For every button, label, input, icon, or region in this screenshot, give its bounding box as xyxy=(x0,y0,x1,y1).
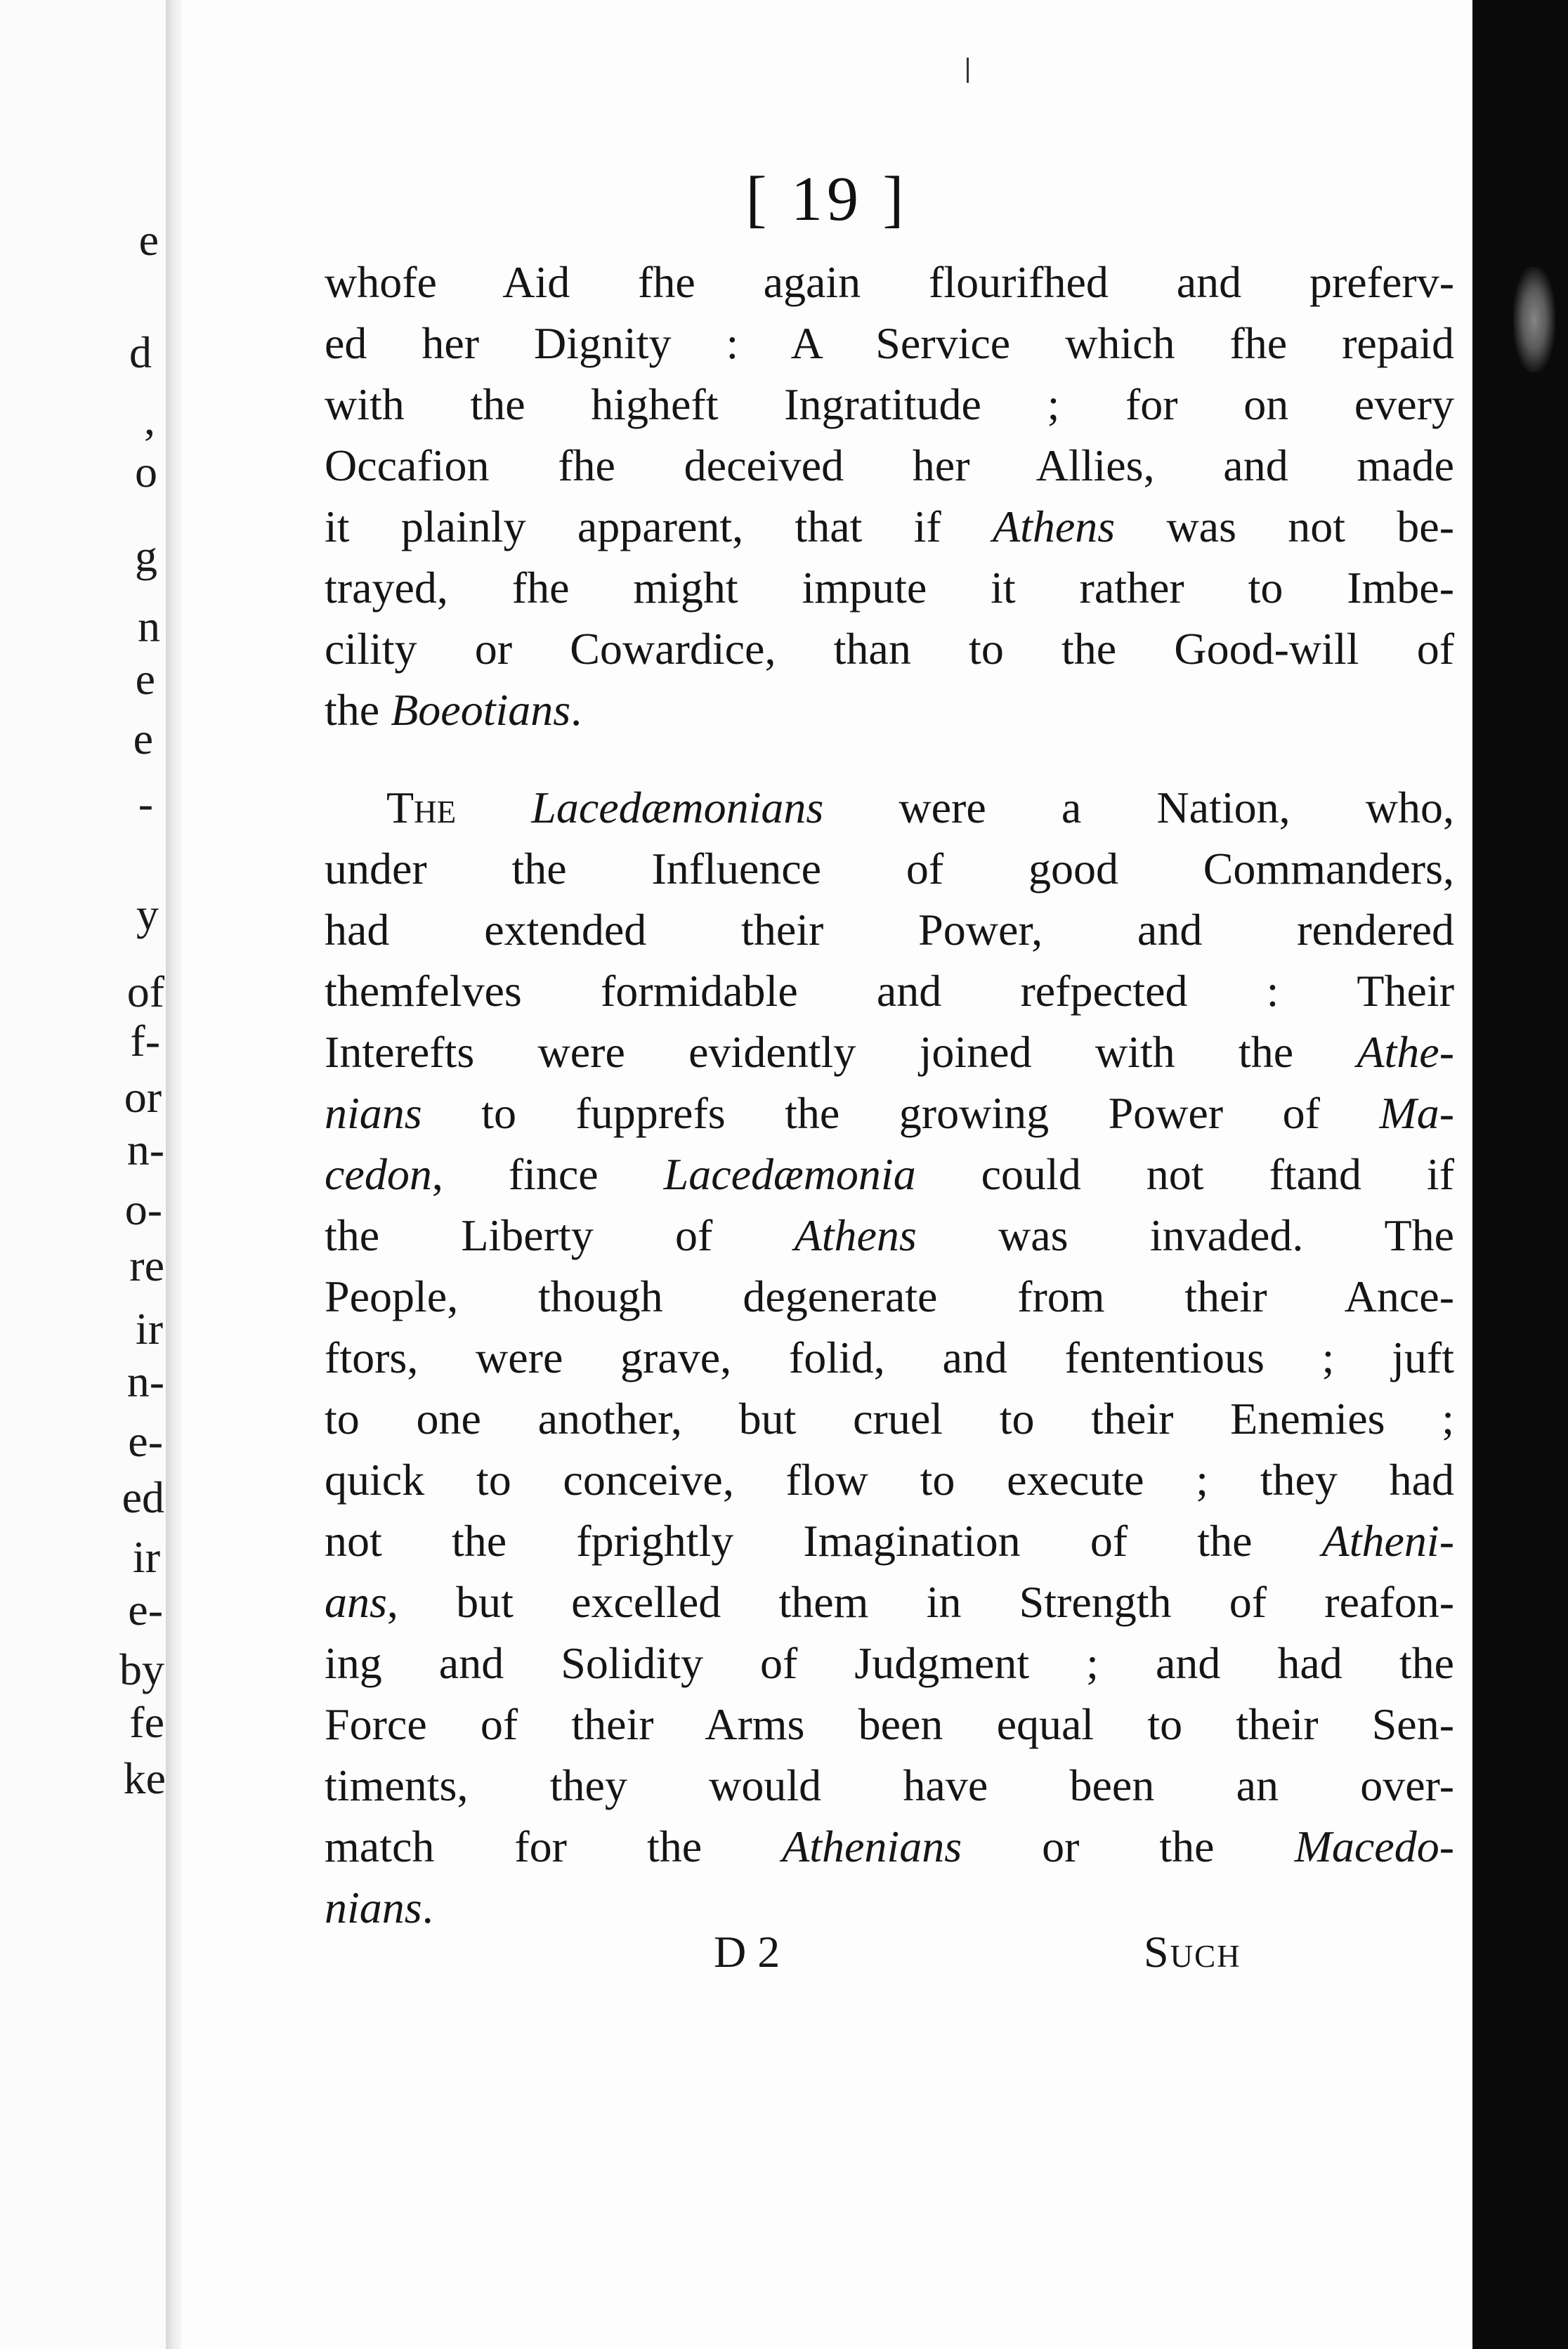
text-line xyxy=(325,1021,1454,1082)
text-run: cility or Cowardice, than to the Good-will of xyxy=(325,624,1454,674)
text-run: could not ftand if xyxy=(915,1149,1454,1199)
text-run: the xyxy=(325,685,391,735)
body-text xyxy=(325,251,1454,1938)
text-line xyxy=(325,1327,1454,1388)
facing-page-fragment: , xyxy=(144,394,155,444)
text-run: match for the xyxy=(325,1821,783,1871)
italic-run: nians xyxy=(325,1883,422,1932)
facing-page-fragment: e xyxy=(138,215,159,265)
text-line xyxy=(325,1632,1454,1694)
facing-page-fragment: n- xyxy=(126,1125,164,1174)
paragraph-1 xyxy=(325,251,1454,740)
text-run: , fince xyxy=(431,1149,664,1199)
facing-page-fragment: e- xyxy=(128,1585,163,1635)
italic-run: Lacedæmonians xyxy=(531,783,824,832)
text-line xyxy=(325,496,1454,557)
text-run: ing and Solidity of Judgment ; and had the xyxy=(325,1638,1454,1688)
text-line xyxy=(325,679,1454,740)
text-line xyxy=(325,899,1454,960)
text-line xyxy=(325,1694,1454,1755)
italic-run: nians xyxy=(325,1088,422,1138)
text-line xyxy=(325,1144,1454,1205)
text-line xyxy=(325,1449,1454,1510)
text-line xyxy=(325,374,1454,435)
text-run: had extended their Power, and rendered xyxy=(325,905,1454,955)
italic-run: ans xyxy=(325,1577,387,1627)
text-line xyxy=(325,1266,1454,1327)
small-caps-run: The xyxy=(386,783,457,832)
text-run: it plainly apparent, that if xyxy=(325,502,993,551)
text-run: to one another, but cruel to their Enemies ; xyxy=(325,1394,1454,1444)
text-line xyxy=(325,1082,1454,1144)
page-number: [ 19 ] xyxy=(745,164,908,234)
facing-page-fragment: of xyxy=(126,967,164,1016)
text-run: with the higheft Ingratitude ; for on every xyxy=(325,379,1454,429)
text-run xyxy=(456,783,531,832)
text-run: Force of their Arms been equal to their Sen- xyxy=(325,1699,1454,1749)
text-run: ftors, were grave, folid, and fententious ; juft xyxy=(325,1333,1454,1382)
text-run: Interefts were evidently joined with the xyxy=(325,1027,1357,1077)
text-line xyxy=(325,1510,1454,1571)
italic-run: Athe- xyxy=(1357,1027,1454,1077)
text-line xyxy=(325,313,1454,374)
text-line xyxy=(325,1755,1454,1816)
text-run: Occafion fhe deceived her Allies, and made xyxy=(325,440,1454,490)
facing-page-fragment: n- xyxy=(126,1356,164,1406)
facing-page-fragment: ir xyxy=(135,1304,163,1354)
facing-page-fragment: f- xyxy=(130,1016,160,1066)
text-run: quick to conceive, flow to execute ; they had xyxy=(325,1455,1454,1505)
text-line xyxy=(325,960,1454,1021)
text-run: trayed, fhe might impute it rather to Imbe- xyxy=(325,563,1454,613)
book-gutter xyxy=(166,0,181,2349)
text-run: or the xyxy=(962,1821,1295,1871)
catchword: Such xyxy=(1144,1927,1241,1977)
book-page xyxy=(181,0,1472,2349)
facing-page-fragment: d xyxy=(129,327,152,377)
text-run: , but excelled them in Strength of reafon- xyxy=(386,1577,1454,1627)
text-line xyxy=(325,1571,1454,1632)
text-line xyxy=(325,777,1454,838)
text-line xyxy=(325,1877,1454,1938)
facing-page-fragment: n xyxy=(138,601,160,651)
facing-page-fragment: g xyxy=(135,531,157,581)
facing-page-fragment: or xyxy=(124,1072,162,1122)
facing-page-fragment: y xyxy=(136,889,159,939)
text-line xyxy=(325,1205,1454,1266)
facing-page-fragment: ir xyxy=(132,1532,160,1582)
text-line xyxy=(325,557,1454,618)
facing-page-fragment: o xyxy=(135,447,157,497)
text-run: was not be- xyxy=(1115,502,1455,551)
italic-run: Athenians xyxy=(782,1821,962,1871)
page-edge-stain xyxy=(1513,267,1555,372)
print-mark xyxy=(967,58,969,83)
text-run: . xyxy=(422,1883,433,1932)
facing-page-fragment: re xyxy=(129,1241,164,1290)
facing-page-edge xyxy=(0,0,166,2349)
italic-run: Boeotians xyxy=(391,685,571,735)
text-run: the Liberty of xyxy=(325,1210,795,1260)
text-run: timents, they would have been an over- xyxy=(325,1760,1454,1810)
italic-run: Atheni- xyxy=(1321,1516,1454,1566)
text-line xyxy=(325,1816,1454,1877)
facing-page-fragment: by xyxy=(119,1644,164,1694)
text-run: themfelves formidable and refpected : Their xyxy=(325,966,1454,1016)
facing-page-fragment: ke xyxy=(123,1753,166,1803)
paragraph-gap xyxy=(325,740,1454,777)
paragraph-2 xyxy=(325,777,1454,1938)
text-run: was invaded. The xyxy=(916,1210,1454,1260)
signature-mark: D 2 xyxy=(714,1927,780,1977)
text-line xyxy=(325,618,1454,679)
text-line xyxy=(325,251,1454,313)
text-line xyxy=(325,838,1454,899)
facing-page-fragment: e xyxy=(133,714,153,764)
italic-run: Athens xyxy=(794,1210,917,1260)
facing-page-fragment: - xyxy=(138,778,153,828)
facing-page-fragment: e- xyxy=(128,1416,163,1466)
facing-page-fragment: o- xyxy=(124,1184,162,1234)
text-line xyxy=(325,435,1454,496)
text-run: under the Influence of good Commanders, xyxy=(325,844,1454,894)
text-run: ed her Dignity : A Service which fhe repaid xyxy=(325,318,1454,368)
facing-page-fragment: ed xyxy=(122,1472,164,1522)
text-run: not the fprightly Imagination of the xyxy=(325,1516,1322,1566)
text-run: . xyxy=(570,685,582,735)
text-run: People, though degenerate from their Ance- xyxy=(325,1271,1454,1321)
facing-page-fragment: fe xyxy=(129,1697,164,1747)
text-run: to fupprefs the growing Power of xyxy=(422,1088,1380,1138)
italic-run: Macedo- xyxy=(1294,1821,1454,1871)
italic-run: Athens xyxy=(993,502,1116,551)
italic-run: Lacedæmonia xyxy=(663,1149,916,1199)
text-run: whofe Aid fhe again flourifhed and preferv- xyxy=(325,257,1454,307)
italic-run: Ma- xyxy=(1379,1088,1454,1138)
scan-border xyxy=(1472,0,1568,2349)
text-line xyxy=(325,1388,1454,1449)
facing-page-fragment: e xyxy=(135,654,155,704)
text-run: were a Nation, who, xyxy=(823,783,1455,832)
italic-run: cedon xyxy=(325,1149,432,1199)
